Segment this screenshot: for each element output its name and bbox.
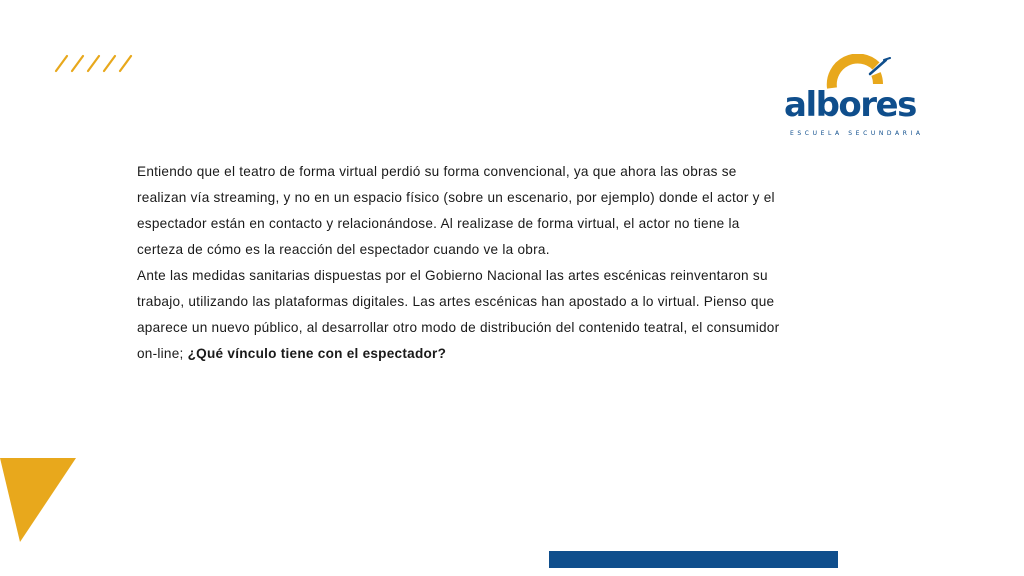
paragraph-2: Ante las medidas sanitarias dispuestas por el Gobierno Nacional las artes escénicas reinventaron su trabajo, utilizando las plataformas digitales. Las artes escénicas han apostado a lo virtual. Pienso que aparece un nuevo público, al desarrollar otro modo de distribución del contenido teatral, el consumidor on-line; (137, 268, 780, 361)
body-text (137, 159, 785, 367)
question-text: ¿Qué vínculo tiene con el espectador? (187, 346, 447, 361)
downward-triangle-icon (0, 458, 76, 542)
blue-footer-bar (549, 551, 838, 568)
logo-subtitle: ESCUELA SECUNDARIA (790, 130, 924, 137)
logo-wordmark: albores (784, 85, 916, 125)
diagonal-slashes-icon (53, 52, 137, 76)
paragraph-1: Entiendo que el teatro de forma virtual perdió su forma convencional, ya que ahora las obras se realizan vía streaming, y no en un espacio físico (sobre un escenario, por ejemplo) donde el actor y el espectador están en contacto y relacionándose. Al realizase de forma virtual, el actor no tiene la certeza de cómo es la reacción del espectador cuando ve la obra. (137, 164, 775, 257)
school-logo (784, 54, 932, 140)
